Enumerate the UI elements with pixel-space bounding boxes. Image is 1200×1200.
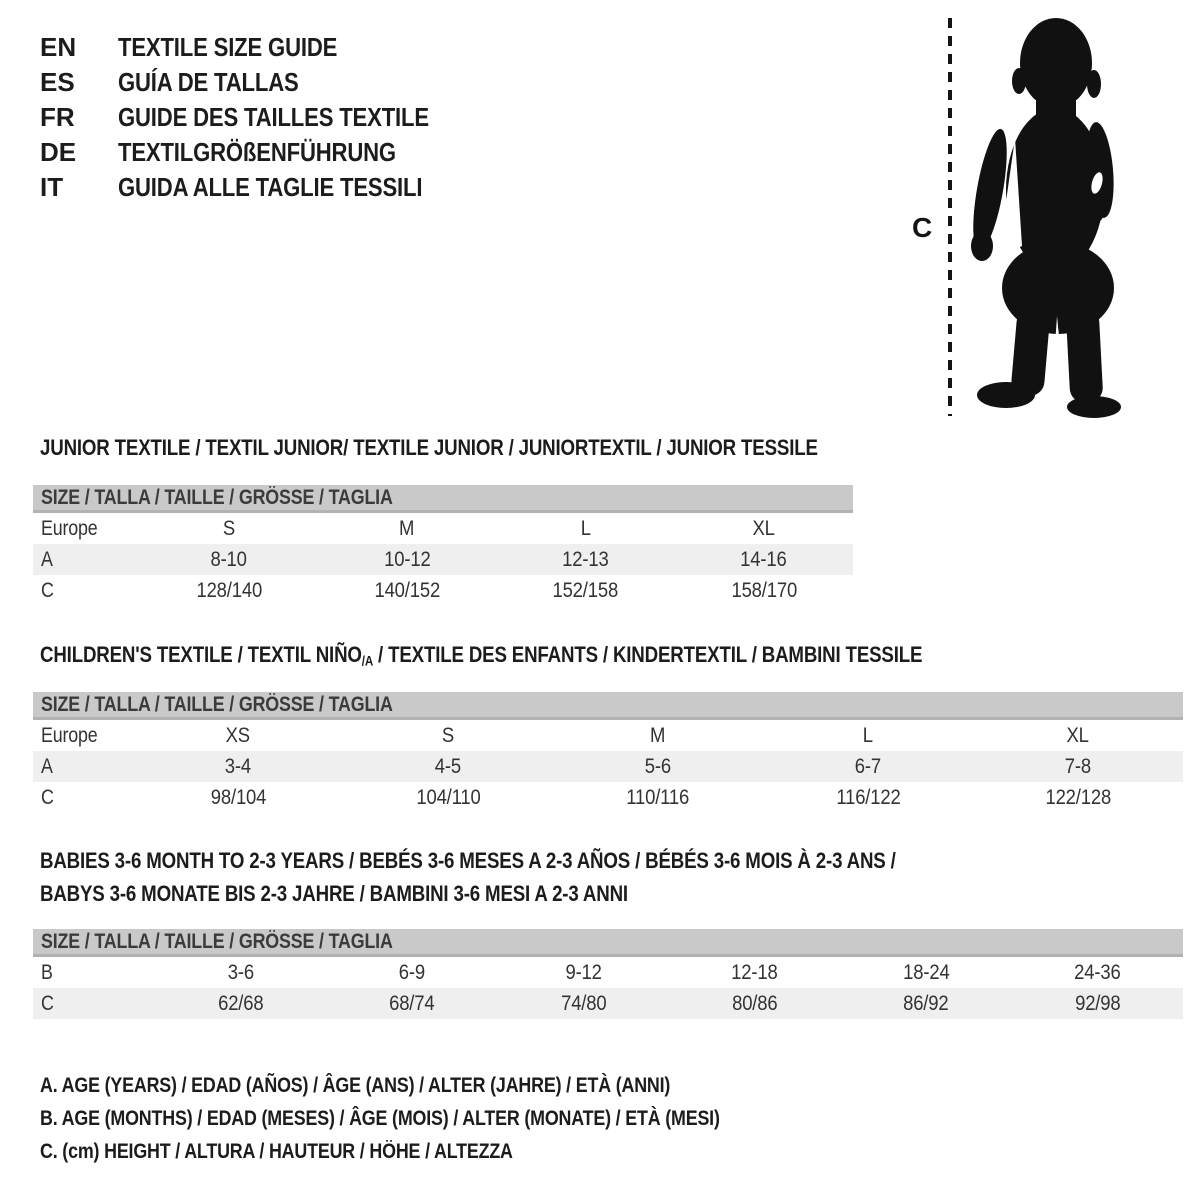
language-row bbox=[40, 30, 484, 65]
language-title: GUÍA DE TALLAS bbox=[118, 67, 299, 97]
language-row bbox=[40, 65, 484, 100]
cell bbox=[553, 755, 763, 779]
cell-value: 12-13 bbox=[562, 547, 609, 571]
table-row bbox=[33, 513, 853, 544]
height-measure-dashed-line bbox=[948, 18, 952, 416]
cell bbox=[675, 517, 853, 541]
cell bbox=[763, 724, 973, 748]
cell bbox=[326, 961, 497, 985]
table-row bbox=[33, 575, 853, 606]
cell-value: L bbox=[580, 516, 591, 540]
babies-section-title-line2 bbox=[40, 882, 732, 906]
cell bbox=[496, 548, 674, 572]
row-label: B bbox=[41, 960, 53, 984]
cell-value: 128/140 bbox=[195, 578, 262, 602]
cell-value: M bbox=[650, 723, 666, 747]
language-title: TEXTILGRÖßENFÜHRUNG bbox=[118, 137, 396, 167]
cell bbox=[140, 548, 318, 572]
cell-value: 110/116 bbox=[626, 785, 690, 809]
footnote-c bbox=[40, 1140, 596, 1164]
children-title-pre: CHILDREN'S TEXTILE / TEXTIL NIÑO bbox=[40, 642, 362, 667]
row-label: C bbox=[41, 578, 54, 602]
cell-value: 24-36 bbox=[1074, 960, 1121, 984]
children-section-title-text bbox=[40, 643, 922, 673]
cell-value: 86/92 bbox=[903, 991, 949, 1015]
cell-value: 5-6 bbox=[644, 754, 672, 778]
cell bbox=[133, 755, 343, 779]
cell-value: XL bbox=[1066, 723, 1090, 747]
language-code: EN bbox=[40, 32, 77, 62]
row-label-cell bbox=[33, 579, 140, 603]
cell-value: 68/74 bbox=[389, 991, 435, 1015]
row-label-cell bbox=[33, 548, 140, 572]
cell bbox=[318, 548, 496, 572]
row-label: Europe bbox=[41, 516, 98, 540]
cell bbox=[669, 992, 840, 1016]
cell bbox=[326, 992, 497, 1016]
cell bbox=[840, 961, 1011, 985]
cell-value: 158/170 bbox=[731, 578, 797, 602]
cell-value: L bbox=[862, 723, 874, 747]
cell bbox=[155, 992, 326, 1016]
cell-value: 116/122 bbox=[835, 785, 901, 809]
footnote-b bbox=[40, 1107, 840, 1131]
table-row bbox=[33, 720, 1183, 751]
cell bbox=[133, 724, 343, 748]
row-label-cell bbox=[33, 961, 155, 985]
table-row bbox=[33, 988, 1183, 1019]
row-label-cell bbox=[33, 517, 140, 541]
language-code: IT bbox=[40, 172, 64, 202]
cell bbox=[318, 579, 496, 603]
row-label-cell bbox=[33, 724, 133, 748]
cell-value: S bbox=[441, 723, 455, 747]
cell-value: 6-9 bbox=[398, 960, 426, 984]
row-label-cell bbox=[33, 755, 133, 779]
cell bbox=[1012, 992, 1183, 1016]
cell-value: 92/98 bbox=[1074, 991, 1121, 1015]
cell bbox=[155, 961, 326, 985]
cell bbox=[553, 786, 763, 810]
cell-value: 74/80 bbox=[560, 991, 606, 1015]
height-measure-label: C bbox=[912, 212, 933, 243]
children-section-title bbox=[40, 643, 1078, 673]
cell-value: 104/110 bbox=[415, 785, 481, 809]
size-header-text: SIZE / TALLA / TAILLE / GRÖSSE / TAGLIA bbox=[41, 485, 393, 509]
cell-value: 98/104 bbox=[210, 785, 266, 809]
cell-value: 6-7 bbox=[854, 754, 882, 778]
size-header-bar bbox=[33, 485, 853, 513]
language-row bbox=[40, 135, 484, 170]
size-header-text: SIZE / TALLA / TAILLE / GRÖSSE / TAGLIA bbox=[41, 929, 393, 953]
size-header-bar bbox=[33, 692, 1183, 720]
cell bbox=[840, 992, 1011, 1016]
size-header-bar bbox=[33, 929, 1183, 957]
cell bbox=[763, 755, 973, 779]
cell bbox=[343, 724, 553, 748]
cell bbox=[675, 579, 853, 603]
cell bbox=[763, 786, 973, 810]
cell-value: 14-16 bbox=[740, 547, 788, 571]
language-row bbox=[40, 100, 484, 135]
cell bbox=[1012, 961, 1183, 985]
cell bbox=[669, 961, 840, 985]
cell-value: 3-6 bbox=[227, 960, 254, 984]
cell bbox=[496, 579, 674, 603]
row-label: A bbox=[41, 547, 53, 571]
language-code: FR bbox=[40, 102, 75, 132]
children-title-post: / TEXTILE DES ENFANTS / KINDERTEXTIL / BAMBINI TESSILE bbox=[373, 642, 923, 667]
cell-value: XL bbox=[752, 516, 775, 540]
children-size-table bbox=[33, 692, 1183, 813]
language-title: TEXTILE SIZE GUIDE bbox=[118, 32, 338, 62]
cell bbox=[498, 992, 669, 1016]
cell-value: XS bbox=[225, 723, 251, 747]
footnote-c-text: C. (cm) HEIGHT / ALTURA / HAUTEUR / HÖHE / ALTEZZA bbox=[40, 1140, 513, 1163]
row-label: A bbox=[41, 754, 53, 778]
table-row bbox=[33, 544, 853, 575]
cell bbox=[553, 724, 763, 748]
row-label: C bbox=[41, 785, 54, 809]
cell-value: 140/152 bbox=[374, 578, 440, 602]
cell bbox=[498, 961, 669, 985]
babies-size-table bbox=[33, 929, 1183, 1019]
cell-value: 3-4 bbox=[224, 754, 252, 778]
footnote-a-text: A. AGE (YEARS) / EDAD (AÑOS) / ÂGE (ANS) / ALTER (JAHRE) / ETÀ (ANNI) bbox=[40, 1074, 671, 1097]
cell-value: 18-24 bbox=[902, 960, 950, 984]
cell-value: 4-5 bbox=[434, 754, 462, 778]
cell-value: 8-10 bbox=[210, 547, 247, 571]
cell-value: 12-18 bbox=[731, 960, 778, 984]
row-label-cell bbox=[33, 992, 155, 1016]
cell-value: 9-12 bbox=[565, 960, 602, 984]
cell bbox=[343, 755, 553, 779]
language-title: GUIDE DES TAILLES TEXTILE bbox=[118, 102, 429, 132]
cell bbox=[973, 724, 1183, 748]
table-row bbox=[33, 751, 1183, 782]
row-label-cell bbox=[33, 786, 133, 810]
footnote-b-text: B. AGE (MONTHS) / EDAD (MESES) / ÂGE (MOIS) / ALTER (MONATE) / ETÀ (MESI) bbox=[40, 1107, 720, 1130]
babies-section-title-text1: BABIES 3-6 MONTH TO 2-3 YEARS / BEBÉS 3-6 MESES A 2-3 AÑOS / BÉBÉS 3-6 MOIS À 2-3 ANS / bbox=[40, 848, 896, 873]
junior-section-title-text: JUNIOR TEXTILE / TEXTIL JUNIOR/ TEXTILE JUNIOR / JUNIORTEXTIL / JUNIOR TESSILE bbox=[40, 435, 818, 460]
footnote-a bbox=[40, 1074, 781, 1098]
cell bbox=[973, 755, 1183, 779]
children-title-sub: /A bbox=[361, 653, 374, 669]
cell-value: 7-8 bbox=[1064, 754, 1092, 778]
language-code: DE bbox=[40, 137, 77, 167]
table-row bbox=[33, 957, 1183, 988]
junior-section-title bbox=[40, 436, 955, 460]
toddler-silhouette-icon bbox=[970, 18, 1135, 418]
cell-value: 62/68 bbox=[217, 991, 264, 1015]
language-row bbox=[40, 170, 484, 205]
cell bbox=[973, 786, 1183, 810]
babies-section-title-text2: BABYS 3-6 MONATE BIS 2-3 JAHRE / BAMBINI 3-6 MESI A 2-3 ANNI bbox=[40, 881, 628, 906]
row-label: Europe bbox=[41, 723, 98, 747]
language-title: GUIDA ALLE TAGLIE TESSILI bbox=[118, 172, 423, 202]
cell-value: M bbox=[399, 516, 415, 540]
cell-value: 10-12 bbox=[383, 547, 431, 571]
language-title-list bbox=[40, 30, 484, 205]
cell bbox=[343, 786, 553, 810]
cell-value: 152/158 bbox=[552, 578, 619, 602]
cell bbox=[318, 517, 496, 541]
language-code: ES bbox=[40, 67, 75, 97]
row-label: C bbox=[41, 991, 54, 1015]
cell-value: 122/128 bbox=[1045, 785, 1111, 809]
cell bbox=[133, 786, 343, 810]
babies-section-title-line1 bbox=[40, 849, 1047, 873]
cell bbox=[140, 517, 318, 541]
cell-value: 80/86 bbox=[731, 991, 778, 1015]
cell-value: S bbox=[222, 516, 235, 540]
cell bbox=[140, 579, 318, 603]
table-row bbox=[33, 782, 1183, 813]
cell bbox=[675, 548, 853, 572]
cell bbox=[496, 517, 674, 541]
size-header-text: SIZE / TALLA / TAILLE / GRÖSSE / TAGLIA bbox=[41, 692, 393, 716]
junior-size-table bbox=[33, 485, 853, 606]
